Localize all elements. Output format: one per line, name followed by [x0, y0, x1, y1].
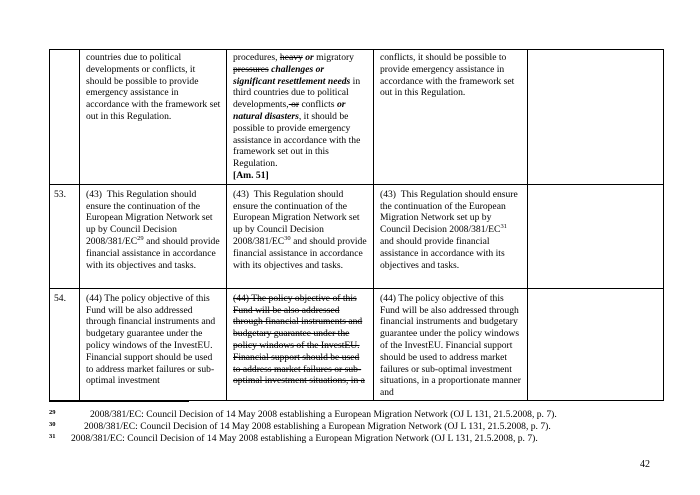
- table-row: [50, 50, 664, 185]
- table-row: [50, 184, 664, 288]
- footnote: [49, 433, 669, 445]
- deleted-text: heavy: [279, 52, 303, 63]
- parliament-amendment-text: (43) This Regulation should ensure the continuation of the European Migration Network set up by Council Decision 2008/381/EC$^{30}$ and should provide financial assistance in accordance with its objectives and tasks.: [227, 184, 374, 288]
- amended-text: [233, 52, 360, 169]
- text-run: , it should be possible to provide emergency assistance in accordance with the framework set out in this Regulation.: [233, 110, 361, 170]
- council-text: conflicts, it should be possible to provide emergency assistance in accordance with the framework set out in this Regulation.: [374, 50, 528, 185]
- row-number: 53.: [50, 184, 80, 288]
- commission-text: countries due to political developments or conflicts, it should be possible to provide emergency assistance in accordance with the framework set out in this Regulation.: [80, 50, 227, 185]
- council-text: (44) The policy objective of this Fund will be also addressed through financial instruments and budgetary guarantee under the policy windows of the InvestEU. Financial support should be used to address market failures or sub-optimal investment situations, in a proportionate manner and: [374, 288, 528, 400]
- row-number: 54.: [50, 288, 80, 400]
- footnote-separator: [49, 401, 189, 402]
- footnote-ref[interactable]: 31: [500, 222, 507, 230]
- text-run: ,: [286, 99, 289, 111]
- compromise-text: [528, 184, 664, 288]
- deleted-text: pressures: [233, 63, 269, 75]
- footnote-ref[interactable]: 30: [284, 234, 291, 242]
- footnote-number: 31: [49, 433, 56, 440]
- compromise-text: [528, 50, 664, 185]
- deleted-text: (44) The policy objective of this Fund will be also addressed through financial instruments and budgetary guarantee under the policy windows of the InvestEU. Financial support should be used to address market failures or sub-optimal investment situations, in a: [233, 292, 365, 387]
- footnote: [49, 421, 669, 433]
- footnotes: [49, 409, 669, 445]
- table-row: [50, 288, 664, 400]
- text-run: in third countries due to political developments: [233, 75, 361, 111]
- council-text: (43) This Regulation should ensure the continuation of the European Migration Network set up by Council Decision 2008/381/EC$^{31}$ and should provide financial assistance in accordance with its objectives and tasks.: [374, 184, 528, 288]
- footnote: [49, 409, 669, 421]
- footnote-text: 2008/381/EC: Council Decision of 14 May 2008 establishing a European Migration Network (OJ L 131, 21.5.2008, p. 7).: [71, 433, 538, 444]
- inserted-text: challenges or significant resettlement needs: [233, 63, 351, 87]
- inserted-text: or natural disasters: [233, 99, 346, 122]
- footnote-number: 29: [49, 409, 56, 416]
- amendment-reference: [Am. 51]: [233, 169, 269, 181]
- text-run: conflicts: [299, 99, 337, 111]
- footnote-text: 2008/381/EC: Council Decision of 14 May 2008 establishing a European Migration Network (OJ L 131, 21.5.2008, p. 7).: [84, 421, 551, 432]
- comparison-table: [49, 49, 664, 401]
- row-number: [50, 50, 80, 185]
- text-run: procedures,: [233, 52, 280, 63]
- compromise-text: [528, 288, 664, 400]
- text-run: migratory: [313, 52, 354, 63]
- commission-text: (44) The policy objective of this Fund will be also addressed through financial instruments and budgetary guarantee under the policy windows of the InvestEU. Financial support should be used to address market failures or sub-optimal investment: [80, 288, 227, 400]
- footnote-number: 30: [49, 421, 56, 428]
- footnote-text: 2008/381/EC: Council Decision of 14 May 2008 establishing a European Migration Network (OJ L 131, 21.5.2008, p. 7).: [90, 409, 557, 420]
- inserted-text: or: [305, 52, 314, 63]
- parliament-amendment-text: [227, 50, 374, 185]
- footnote-ref[interactable]: 29: [137, 234, 144, 242]
- deleted-text: or: [288, 99, 300, 111]
- commission-text: (43) This Regulation should ensure the continuation of the European Migration Network set up by Council Decision 2008/381/EC$^{29}$ and should provide financial assistance in accordance with its objectives and tasks.: [80, 184, 227, 288]
- page-number: 42: [640, 459, 650, 470]
- parliament-amendment-text: [227, 288, 374, 400]
